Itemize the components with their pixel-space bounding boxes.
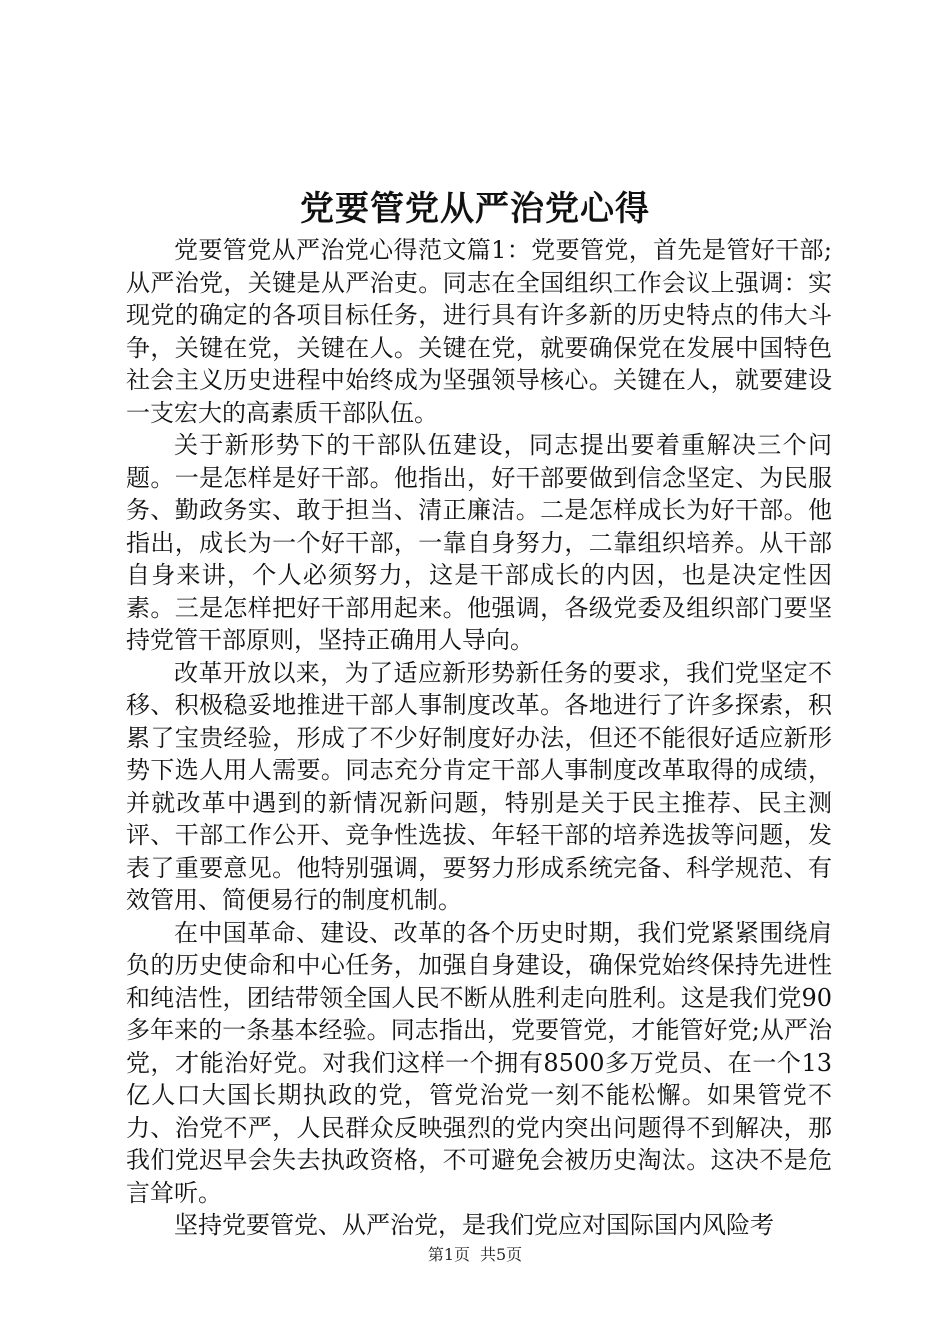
page-number: 第1页	[427, 1245, 470, 1264]
page-total: 共5页	[480, 1245, 523, 1264]
paragraph-3: 改革开放以来，为了适应新形势新任务的要求，我们党坚定不移、积极稳妥地推进干部人事制度改革。各地进行了许多探索，积累了宝贵经验，形成了不少好制度好办法，但还不能很好适应新形势下选人用人需要。同志充分肯定干部人事制度改革取得的成绩，并就改革中遇到的新情况新问题，特别是关于民主推荐、民主测评、干部工作公开、竞争性选拔、年轻干部的培养选拔等问题，发表了重要意见。他特别强调，要努力形成系统完备、科学规范、有效管用、简便易行的制度机制。	[126, 658, 832, 914]
page-footer	[0, 1244, 950, 1266]
paragraph-4: 在中国革命、建设、改革的各个历史时期，我们党紧紧围绕肩负的历史使命和中心任务，加强自身建设，确保党始终保持先进性和纯洁性，团结带领全国人民不断从胜利走向胜利。这是我们党90多年来的一条基本经验。同志指出，党要管党，才能管好党;从严治党，才能治好党。对我们这样一个拥有8500多万党员、在一个13亿人口大国长期执政的党，管党治党一刻不能松懈。如果管党不力、治党不严，人民群众反映强烈的党内突出问题得不到解决，那我们党迟早会失去执政资格，不可避免会被历史淘汰。这决不是危言耸听。	[126, 918, 832, 1207]
document-body	[126, 234, 832, 1242]
paragraph-2: 关于新形势下的干部队伍建设，同志提出要着重解决三个问题。一是怎样是好干部。他指出，好干部要做到信念坚定、为民服务、勤政务实、敢于担当、清正廉洁。二是怎样成长为好干部。他指出，成长为一个好干部，一靠自身努力，二靠组织培养。从干部自身来讲，个人必须努力，这是干部成长的内因，也是决定性因素。三是怎样把好干部用起来。他强调，各级党委及组织部门要坚持党管干部原则，坚持正确用人导向。	[126, 431, 832, 654]
paragraph-5: 坚持党要管党、从严治党，是我们党应对国际国内风险考	[174, 1211, 774, 1239]
paragraph-1: 党要管党从严治党心得范文篇1：党要管党，首先是管好干部;从严治党，关键是从严治吏。同志在全国组织工作会议上强调：实现党的确定的各项目标任务，进行具有许多新的历史特点的伟大斗争，关键在党，关键在人。关键在党，就要确保党在发展中国特色社会主义历史进程中始终成为坚强领导核心。关键在人，就要建设一支宏大的高素质干部队伍。	[126, 236, 832, 427]
document-title: 党要管党从严治党心得	[300, 189, 650, 229]
